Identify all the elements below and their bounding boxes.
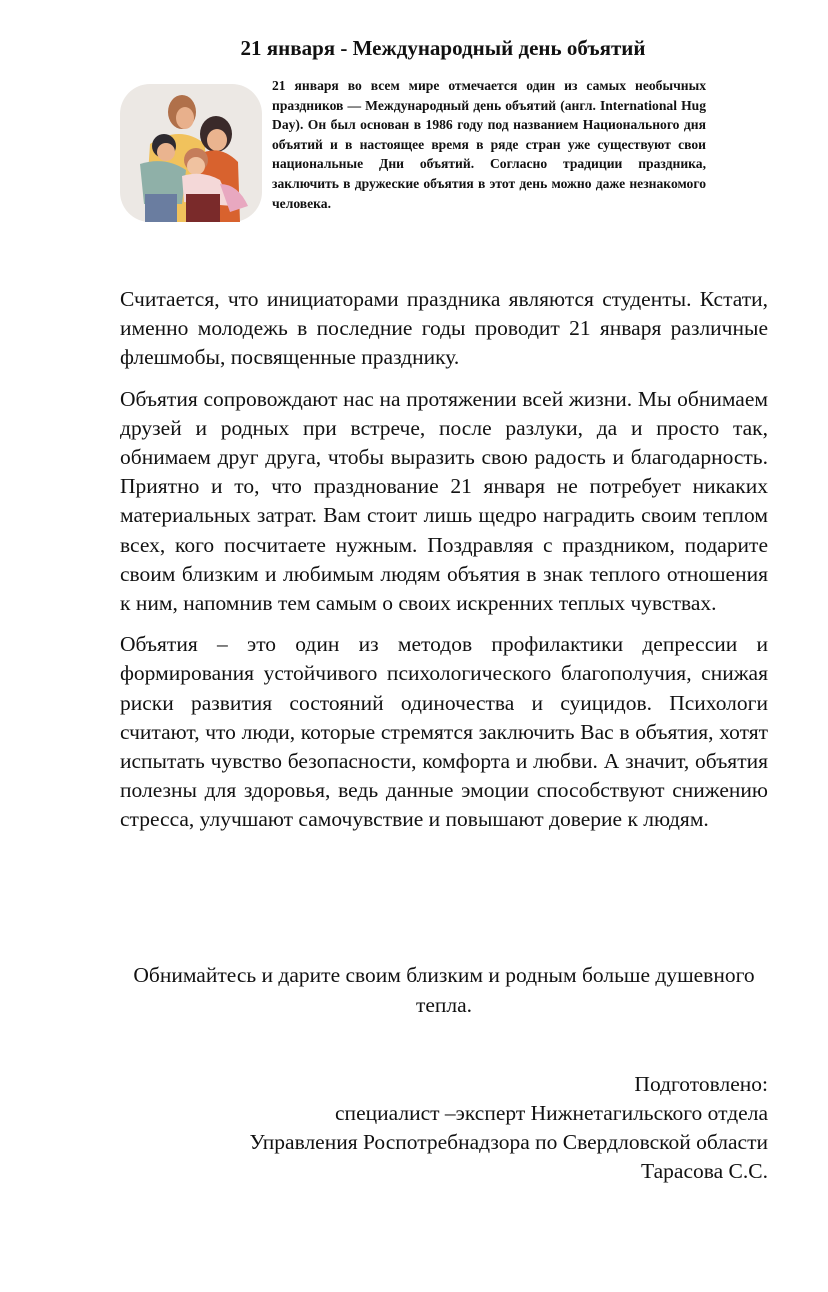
signature-line: Управления Роспотребнадзора по Свердловской области bbox=[249, 1130, 768, 1154]
paragraph: Объятия сопровождают нас на протяжении всей жизни. Мы обнимаем друзей и родных при встрече, после разлуки, да и просто так, обнимаем друг друга, чтобы выразить свою радость и благодарность. Приятно и то, что празднование 21 января не потребует никаких материальных затрат. Вам стоит лишь щедро наградить своим теплом всех, кого посчитаете нужным. Поздравляя с праздником, подарите своим близким и любимым людям объятия в знак теплого отношения к ним, напомнив тем самым о своих искренних теплых чувствах. bbox=[120, 386, 768, 616]
paragraph: Объятия – это один из методов профилактики депрессии и формирования устойчивого психологического благополучия, снижая риски развития состояний одиночества и суицидов. Психологи считают, что люди, которые стремятся заключить Вас в объятия, хотят испытать чувство безопасности, комфорта и любви. А значит, объятия полезны для здоровья, ведь данные эмоции способствуют снижению стресса, улучшают самочувствие и повышают доверие к людям. bbox=[120, 632, 768, 832]
paragraph: Считается, что инициаторами праздника являются студенты. Кстати, именно молодежь в последние годы проводит 21 января различные флешмобы, посвященные празднику. bbox=[120, 287, 768, 370]
intro-paragraph: 21 января во всем мире отмечается один из самых необычных праздников — Международный день объятий (англ. International Hug Day). Он был основан в 1986 году под названием Национального дня объятий и в настоящее время в ряде стран уже существуют свои национальные Дни объятий. Согласно традиции праздника, заключить в дружеские объятия в этот день можно даже незнакомого человека. bbox=[272, 78, 706, 211]
signature-line: специалист –эксперт Нижнетагильского отдела bbox=[335, 1101, 768, 1125]
signature-block bbox=[249, 1070, 768, 1186]
closing-line: Обнимайтесь и дарите своим близким и родным больше душевного тепла. bbox=[133, 963, 755, 1017]
family-hug-illustration bbox=[120, 84, 262, 222]
page-title: 21 января - Международный день объятий bbox=[240, 36, 646, 60]
signature-line: Подготовлено: bbox=[634, 1072, 768, 1096]
signature-name: Тарасова С.С. bbox=[641, 1159, 768, 1183]
article-body bbox=[120, 285, 768, 847]
